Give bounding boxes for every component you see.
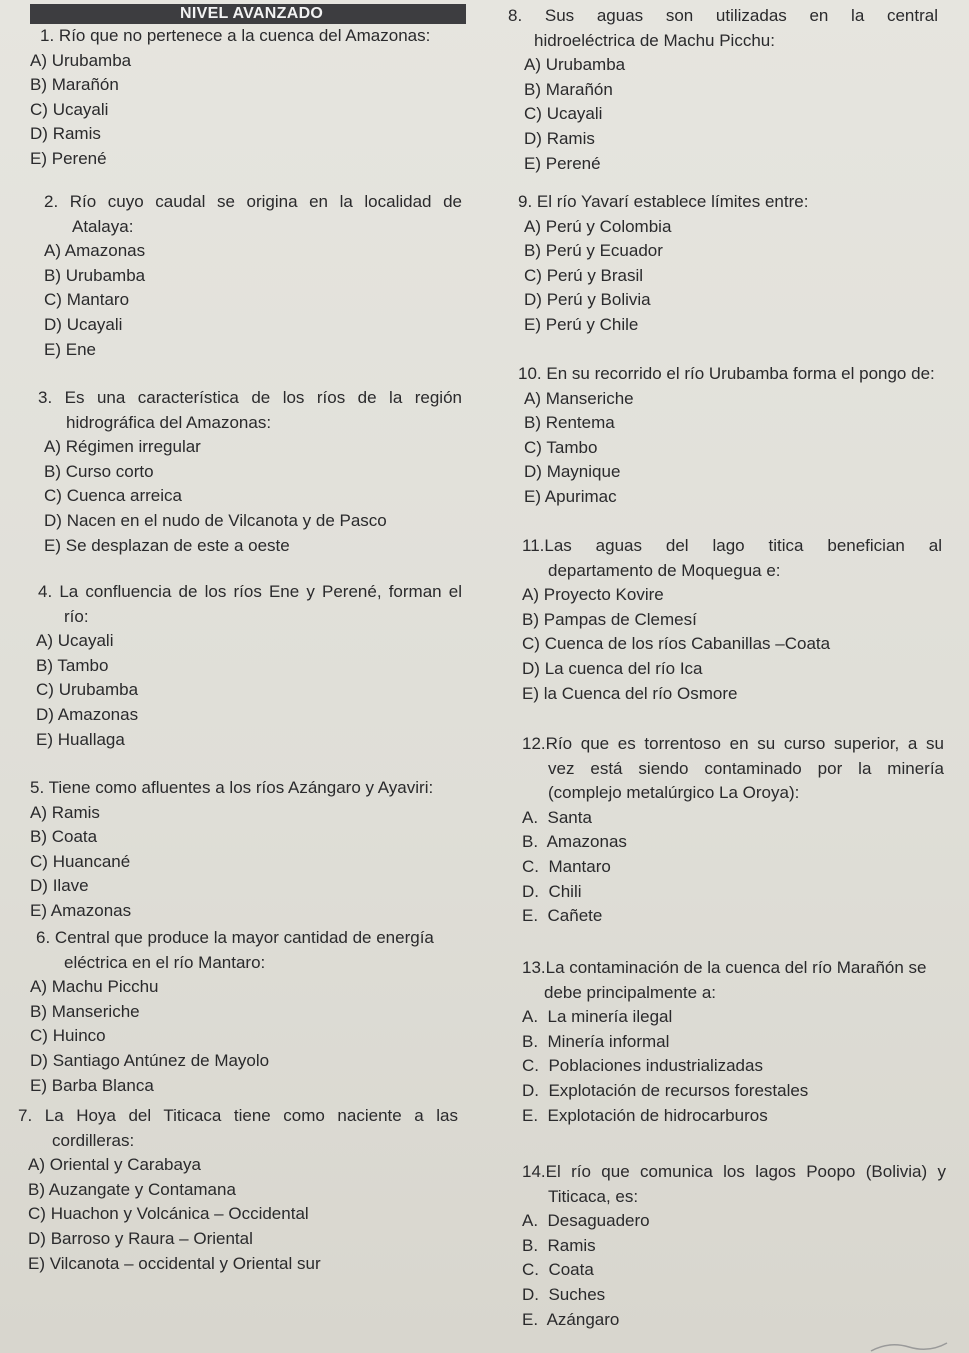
option-c[interactable]: C) Tambo bbox=[524, 437, 598, 457]
question-text: La Hoya del Titicaca tiene como naciente a las bbox=[44, 1106, 458, 1125]
option-d[interactable]: D) Barroso y Raura – Oriental bbox=[28, 1228, 253, 1248]
question-stem bbox=[30, 580, 462, 605]
option-d[interactable]: D) Ucayali bbox=[44, 314, 123, 334]
question-number: 3. bbox=[38, 388, 53, 407]
option-e[interactable]: E. Explotación de hidrocarburos bbox=[522, 1105, 768, 1125]
option-c[interactable]: C) Huachon y Volcánica – Occidental bbox=[28, 1204, 309, 1224]
section-header: NIVEL AVANZADO bbox=[30, 4, 466, 24]
question-7 bbox=[18, 1104, 458, 1276]
question-text-cont: cordilleras: bbox=[52, 1130, 135, 1150]
question-10 bbox=[518, 362, 948, 510]
question-text: Las aguas del lago titica benefician al bbox=[544, 536, 942, 555]
question-text-cont: Titicaca, es: bbox=[548, 1186, 639, 1206]
option-b[interactable]: B) Marañón bbox=[524, 79, 613, 99]
question-5 bbox=[30, 776, 470, 924]
option-d[interactable]: D) Perú y Bolivia bbox=[524, 290, 651, 310]
question-text: El río Yavarí establece límites entre: bbox=[536, 192, 809, 211]
option-a[interactable]: A) Machu Picchu bbox=[30, 977, 159, 997]
question-stem bbox=[30, 776, 470, 801]
option-b[interactable]: B. Amazonas bbox=[522, 832, 627, 852]
option-a[interactable]: A. Desaguadero bbox=[522, 1211, 650, 1231]
question-number: 1. bbox=[40, 26, 55, 45]
question-text: En su recorrido el río Urubamba forma el pongo de: bbox=[546, 364, 935, 383]
option-e[interactable]: E. Azángaro bbox=[522, 1309, 620, 1329]
question-number: 13. bbox=[522, 958, 546, 977]
option-c[interactable]: C) Huinco bbox=[30, 1026, 106, 1046]
option-a[interactable]: A) Régimen irregular bbox=[44, 437, 201, 457]
question-text: La confluencia de los ríos Ene y Perené, forman el bbox=[59, 582, 462, 601]
option-d[interactable]: D) Santiago Antúnez de Mayolo bbox=[30, 1050, 270, 1070]
option-d[interactable]: D. Suches bbox=[522, 1284, 606, 1304]
option-b[interactable]: B) Urubamba bbox=[44, 265, 146, 285]
option-b[interactable]: B) Pampas de Clemesí bbox=[522, 609, 697, 629]
question-text: La contaminación de la cuenca del río Marañón se bbox=[545, 958, 927, 977]
question-text-cont: hidroeléctrica de Machu Picchu: bbox=[534, 30, 775, 50]
question-text-cont: (complejo metalúrgico La Oroya): bbox=[548, 783, 800, 803]
option-e[interactable]: E) Perú y Chile bbox=[524, 314, 639, 334]
question-stem bbox=[522, 956, 950, 981]
option-d[interactable]: D) Ilave bbox=[30, 876, 89, 896]
question-number: 10. bbox=[518, 364, 542, 383]
question-text-cont: vez está siendo contaminado por la minería bbox=[548, 758, 944, 778]
question-text: Tiene como afluentes a los ríos Azángaro y Ayaviri: bbox=[48, 778, 434, 797]
question-text: Es una característica de los ríos de la región bbox=[64, 388, 462, 407]
option-c[interactable]: C) Urubamba bbox=[36, 680, 139, 700]
option-c[interactable]: C) Cuenca de los ríos Cabanillas –Coata bbox=[522, 634, 831, 654]
option-e[interactable]: E. Cañete bbox=[522, 906, 603, 926]
question-number: 2. bbox=[44, 192, 59, 211]
option-d[interactable]: D. Explotación de recursos forestales bbox=[522, 1080, 809, 1100]
question-12 bbox=[522, 732, 944, 929]
option-b[interactable]: B) Auzangate y Contamana bbox=[28, 1179, 236, 1199]
question-stem bbox=[518, 190, 938, 215]
option-b[interactable]: B) Marañón bbox=[30, 75, 119, 95]
option-a[interactable]: A) Manseriche bbox=[524, 388, 634, 408]
option-d[interactable]: D. Chili bbox=[522, 881, 582, 901]
option-e[interactable]: E) la Cuenca del río Osmore bbox=[522, 683, 738, 703]
question-4 bbox=[30, 580, 462, 752]
question-text: Río que no pertenece a la cuenca del Amazonas: bbox=[58, 26, 431, 45]
option-b[interactable]: B. Ramis bbox=[522, 1235, 596, 1255]
option-a[interactable]: A) Ucayali bbox=[36, 631, 114, 651]
question-number: 5. bbox=[30, 778, 45, 797]
question-1 bbox=[30, 24, 470, 172]
option-a[interactable]: A) Ramis bbox=[30, 802, 100, 822]
question-number: 9. bbox=[518, 192, 533, 211]
question-stem bbox=[518, 362, 948, 387]
question-text-cont: eléctrica en el río Mantaro: bbox=[64, 952, 266, 972]
option-b[interactable]: B) Manseriche bbox=[30, 1001, 140, 1021]
question-stem bbox=[18, 1104, 458, 1129]
option-e[interactable]: E) Perené bbox=[30, 148, 107, 168]
question-text-cont: departamento de Moquegua e: bbox=[548, 560, 781, 580]
option-e[interactable]: E) Se desplazan de este a oeste bbox=[44, 535, 290, 555]
option-c[interactable]: C) Mantaro bbox=[44, 290, 130, 310]
question-11 bbox=[522, 534, 942, 706]
question-text-cont: hidrográfica del Amazonas: bbox=[66, 412, 272, 432]
question-13 bbox=[522, 956, 950, 1128]
question-2 bbox=[30, 190, 462, 362]
option-e[interactable]: E) Huallaga bbox=[36, 729, 125, 749]
option-b[interactable]: B) Coata bbox=[30, 827, 98, 847]
question-number: 6. bbox=[36, 928, 51, 947]
option-a[interactable]: A) Amazonas bbox=[44, 241, 146, 261]
handwriting-mark bbox=[869, 1339, 949, 1353]
question-number: 8. bbox=[508, 6, 523, 25]
option-a[interactable]: A) Proyecto Kovire bbox=[522, 585, 664, 605]
option-c[interactable]: C. Coata bbox=[522, 1260, 594, 1280]
question-number: 14. bbox=[522, 1162, 546, 1181]
question-14 bbox=[522, 1160, 946, 1332]
option-e[interactable]: E) Ene bbox=[44, 339, 96, 359]
question-8 bbox=[508, 4, 938, 176]
question-stem bbox=[508, 4, 938, 29]
question-text: Río que es torrentoso en su curso superior, a su bbox=[545, 734, 944, 753]
option-a[interactable]: A) Urubamba bbox=[30, 50, 132, 70]
option-c[interactable]: C. Poblaciones industrializadas bbox=[522, 1056, 763, 1076]
question-text-cont: debe principalmente a: bbox=[544, 982, 717, 1002]
option-d[interactable]: D) Maynique bbox=[524, 462, 621, 482]
option-c[interactable]: C) Cuenca arreica bbox=[44, 486, 182, 506]
option-a[interactable]: A) Oriental y Carabaya bbox=[28, 1155, 201, 1175]
option-b[interactable]: B) Curso corto bbox=[44, 461, 154, 481]
option-e[interactable]: E) Perené bbox=[524, 153, 601, 173]
question-9 bbox=[518, 190, 938, 338]
question-text: El río que comunica los lagos Poopo (Bolivia) y bbox=[545, 1162, 946, 1181]
question-number: 4. bbox=[38, 582, 53, 601]
question-text: Central que produce la mayor cantidad de energía bbox=[54, 928, 434, 947]
question-text: Sus aguas son utilizadas en la central bbox=[544, 6, 938, 25]
option-e[interactable]: E) Apurimac bbox=[524, 486, 617, 506]
option-d[interactable]: D) La cuenca del río Ica bbox=[522, 658, 703, 678]
option-e[interactable]: E) Barba Blanca bbox=[30, 1075, 154, 1095]
option-c[interactable]: C) Ucayali bbox=[30, 99, 109, 119]
option-a[interactable]: A) Perú y Colombia bbox=[524, 216, 672, 236]
option-b[interactable]: B) Perú y Ecuador bbox=[524, 241, 663, 261]
question-3 bbox=[30, 386, 462, 558]
question-number: 7. bbox=[18, 1106, 33, 1125]
option-b[interactable]: B) Tambo bbox=[36, 655, 109, 675]
question-stem bbox=[30, 386, 462, 411]
option-e[interactable]: E) Amazonas bbox=[30, 900, 132, 920]
question-text: Río cuyo caudal se origina en la localidad de bbox=[69, 192, 462, 211]
question-text-cont: Atalaya: bbox=[72, 216, 134, 236]
question-stem bbox=[522, 534, 942, 559]
question-stem bbox=[30, 926, 470, 951]
question-text-cont: río: bbox=[64, 606, 89, 626]
question-number: 11. bbox=[522, 536, 545, 555]
question-stem bbox=[522, 732, 944, 757]
option-c[interactable]: C) Ucayali bbox=[524, 104, 603, 124]
question-stem bbox=[522, 1160, 946, 1185]
option-a[interactable]: A. La minería ilegal bbox=[522, 1007, 673, 1027]
option-c[interactable]: C. Mantaro bbox=[522, 856, 611, 876]
question-stem bbox=[30, 24, 470, 49]
option-d[interactable]: D) Nacen en el nudo de Vilcanota y de Pasco bbox=[44, 510, 387, 530]
question-number: 12. bbox=[522, 734, 546, 753]
option-d[interactable]: D) Ramis bbox=[30, 124, 101, 144]
option-a[interactable]: A. Santa bbox=[522, 807, 592, 827]
option-c[interactable]: C) Perú y Brasil bbox=[524, 265, 644, 285]
question-6 bbox=[30, 926, 470, 1098]
option-d[interactable]: D) Amazonas bbox=[36, 704, 139, 724]
option-b[interactable]: B. Minería informal bbox=[522, 1031, 670, 1051]
option-d[interactable]: D) Ramis bbox=[524, 128, 595, 148]
option-a[interactable]: A) Urubamba bbox=[524, 55, 626, 75]
question-stem bbox=[30, 190, 462, 215]
option-c[interactable]: C) Huancané bbox=[30, 851, 131, 871]
option-e[interactable]: E) Vilcanota – occidental y Oriental sur bbox=[28, 1253, 321, 1273]
option-b[interactable]: B) Rentema bbox=[524, 413, 615, 433]
